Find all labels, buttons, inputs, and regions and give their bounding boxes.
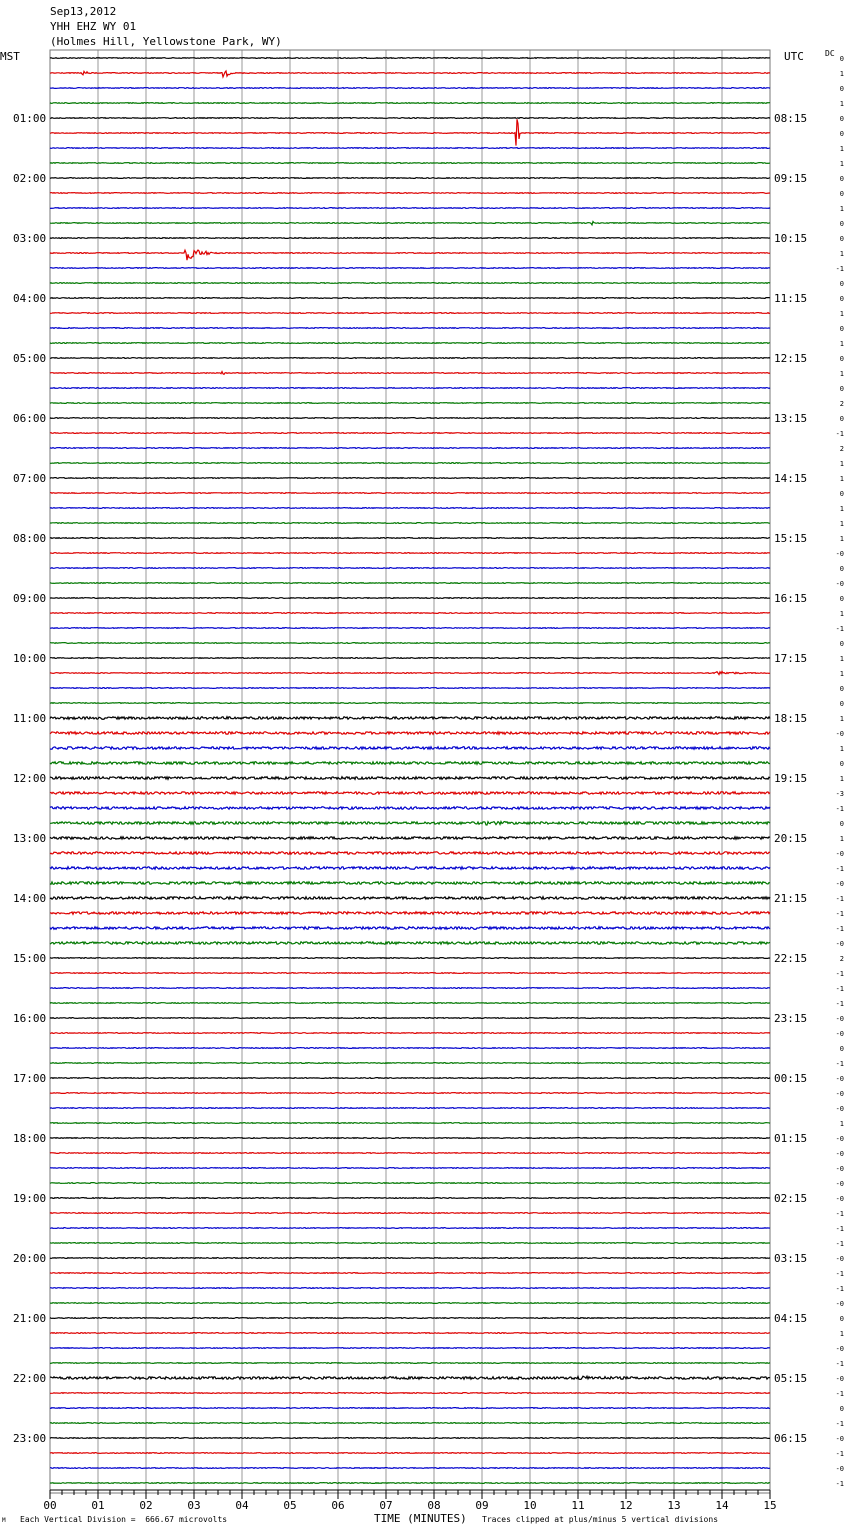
utc-hour-label: 06:15 — [774, 1432, 808, 1445]
trace-row-22 — [50, 388, 770, 389]
utc-hour-label: 13:15 — [774, 412, 808, 425]
utc-hour-label: 03:15 — [774, 1252, 808, 1265]
trace-row-53 — [50, 852, 770, 855]
dc-offset-label: 0 — [839, 130, 844, 138]
x-tick-label: 00 — [43, 1499, 57, 1512]
dc-offset-label: -1 — [835, 1420, 844, 1428]
x-tick-label: 05 — [283, 1499, 297, 1512]
dc-offset-label: -1 — [835, 1480, 844, 1488]
dc-offset-label: 2 — [839, 400, 844, 408]
dc-offset-label: 1 — [839, 205, 844, 213]
dc-offset-label: -1 — [835, 1210, 844, 1218]
trace-row-59 — [50, 942, 770, 945]
trace-row-87 — [50, 1363, 770, 1364]
trace-row-35 — [50, 583, 770, 584]
mst-hour-label: 22:00 — [13, 1372, 47, 1385]
trace-row-7 — [50, 163, 770, 164]
trace-row-63 — [50, 1003, 770, 1004]
trace-row-38 — [50, 628, 770, 629]
trace-row-20 — [50, 358, 770, 359]
trace-row-29 — [50, 493, 770, 494]
trace-row-28 — [50, 478, 770, 479]
trace-row-64 — [50, 1018, 770, 1019]
trace-row-83 — [50, 1303, 770, 1304]
trace-row-77 — [50, 1213, 770, 1214]
trace-row-56 — [50, 897, 770, 900]
dc-offset-label: 0 — [839, 175, 844, 183]
mst-hour-label: 11:00 — [13, 712, 47, 725]
dc-offset-label: 1 — [839, 160, 844, 168]
x-tick-label: 12 — [619, 1499, 633, 1512]
dc-offset-label: 1 — [839, 610, 844, 618]
dc-offset-label: -1 — [835, 865, 844, 873]
dc-offset-label: -0 — [835, 1105, 844, 1113]
trace-row-67 — [50, 1063, 770, 1064]
trace-row-26 — [50, 448, 770, 449]
trace-row-81 — [50, 1273, 770, 1274]
trace-row-2 — [50, 88, 770, 89]
dc-offset-label: -1 — [835, 1285, 844, 1293]
dc-offset-label: -1 — [835, 1240, 844, 1248]
utc-hour-label: 22:15 — [774, 952, 808, 965]
mst-hour-label: 02:00 — [13, 172, 47, 185]
dc-offset-label: -1 — [835, 970, 844, 978]
trace-row-70 — [50, 1108, 770, 1109]
utc-hour-label: 21:15 — [774, 892, 808, 905]
dc-offset-label: 0 — [839, 1405, 844, 1413]
dc-offset-label: 0 — [839, 85, 844, 93]
corner-mark: M — [2, 1517, 6, 1524]
trace-row-88 — [50, 1376, 770, 1379]
dc-offset-label: -1 — [835, 895, 844, 903]
dc-offset-label: -1 — [835, 985, 844, 993]
utc-hour-label: 12:15 — [774, 352, 808, 365]
dc-offset-label: -0 — [835, 1435, 844, 1443]
dc-offset-label: -0 — [835, 850, 844, 858]
dc-offset-label: 2 — [839, 955, 844, 963]
trace-row-54 — [50, 867, 770, 870]
dc-offset-label: 2 — [839, 445, 844, 453]
dc-offset-label: 1 — [839, 1330, 844, 1338]
dc-offset-label: 1 — [839, 1120, 844, 1128]
dc-offset-label: 1 — [839, 460, 844, 468]
dc-offset-label: -0 — [835, 1255, 844, 1263]
trace-row-69 — [50, 1093, 770, 1094]
dc-offset-label: 1 — [839, 775, 844, 783]
dc-offset-label: 1 — [839, 670, 844, 678]
station-label: YHH EHZ WY 01 — [50, 20, 137, 33]
trace-row-86 — [50, 1348, 770, 1349]
trace-row-79 — [50, 1243, 770, 1244]
dc-offset-label: 0 — [839, 640, 844, 648]
date-label: Sep13,2012 — [50, 5, 117, 18]
utc-hour-label: 01:15 — [774, 1132, 808, 1145]
dc-offset-label: 0 — [839, 55, 844, 63]
dc-offset-label: -0 — [835, 1345, 844, 1353]
trace-row-46 — [50, 747, 770, 750]
dc-offset-label: -1 — [835, 805, 844, 813]
x-tick-label: 15 — [763, 1499, 777, 1512]
dc-offset-label: 1 — [839, 250, 844, 258]
dc-offset-label: 0 — [839, 235, 844, 243]
trace-row-62 — [50, 988, 770, 989]
x-tick-label: 13 — [667, 1499, 681, 1512]
mst-hour-label: 13:00 — [13, 832, 47, 845]
utc-hour-label: 09:15 — [774, 172, 808, 185]
trace-row-8 — [50, 178, 770, 179]
dc-offset-label: 1 — [839, 340, 844, 348]
dc-offset-label: 0 — [839, 700, 844, 708]
trace-row-30 — [50, 508, 770, 509]
trace-row-39 — [50, 643, 770, 644]
dc-offset-label: -0 — [835, 730, 844, 738]
trace-group — [50, 58, 770, 1484]
dc-offset-label: 0 — [839, 115, 844, 123]
dc-offset-label: 0 — [839, 220, 844, 228]
dc-offset-label: -0 — [835, 1135, 844, 1143]
trace-row-65 — [50, 1033, 770, 1034]
mst-hour-label: 21:00 — [13, 1312, 47, 1325]
dc-offset-label: -0 — [835, 880, 844, 888]
dc-offset-label: 1 — [839, 145, 844, 153]
utc-hour-label: 05:15 — [774, 1372, 808, 1385]
mst-hour-label: 04:00 — [13, 292, 47, 305]
scale-note: Each Vertical Division = 666.67 microvolts — [20, 1515, 228, 1524]
trace-row-82 — [50, 1288, 770, 1289]
trace-row-90 — [50, 1408, 770, 1409]
dc-offset-label: 0 — [839, 760, 844, 768]
plot-frame — [50, 50, 770, 1493]
trace-row-74 — [50, 1168, 770, 1169]
utc-hour-label: 08:15 — [774, 112, 808, 125]
mst-hour-label: 09:00 — [13, 592, 47, 605]
trace-row-68 — [50, 1078, 770, 1079]
mst-hour-label: 12:00 — [13, 772, 47, 785]
dc-offset-label: -1 — [835, 1060, 844, 1068]
trace-row-50 — [50, 807, 770, 810]
trace-row-5 — [50, 119, 770, 145]
trace-row-72 — [50, 1138, 770, 1139]
dc-offset-label: -0 — [835, 1015, 844, 1023]
dc-offset-label: -1 — [835, 625, 844, 633]
trace-row-60 — [50, 958, 770, 959]
trace-row-57 — [50, 912, 770, 915]
utc-hour-label: 17:15 — [774, 652, 808, 665]
utc-hour-label: 23:15 — [774, 1012, 808, 1025]
clip-note: Traces clipped at plus/minus 5 vertical divisions — [482, 1515, 719, 1524]
trace-row-33 — [50, 553, 770, 554]
dc-offset-label: 1 — [839, 70, 844, 78]
dc-offset-label: 0 — [839, 490, 844, 498]
dc-offset-label: -1 — [835, 925, 844, 933]
trace-row-16 — [50, 298, 770, 299]
dc-offset-label: 0 — [839, 295, 844, 303]
trace-row-24 — [50, 418, 770, 419]
x-tick-label: 09 — [475, 1499, 489, 1512]
trace-row-17 — [50, 313, 770, 314]
dc-offset-label: -3 — [835, 790, 844, 798]
mst-hour-label: 19:00 — [13, 1192, 47, 1205]
dc-offset-label: 0 — [839, 565, 844, 573]
dc-offset-label: -1 — [835, 1000, 844, 1008]
trace-row-23 — [50, 403, 770, 404]
dc-offset-label: -0 — [835, 1195, 844, 1203]
trace-row-11 — [50, 222, 770, 225]
dc-offset-label: 1 — [839, 310, 844, 318]
trace-row-80 — [50, 1258, 770, 1259]
dc-offset-label: 0 — [839, 325, 844, 333]
trace-row-25 — [50, 433, 770, 434]
x-tick-label: 04 — [235, 1499, 249, 1512]
dc-offset-label: 0 — [839, 415, 844, 423]
dc-offset-label: -0 — [835, 1465, 844, 1473]
mst-hour-label: 08:00 — [13, 532, 47, 545]
dc-offset-label: 0 — [839, 1045, 844, 1053]
trace-row-95 — [50, 1483, 770, 1484]
mst-axis-title: MST — [0, 50, 20, 63]
dc-offset-label: 0 — [839, 280, 844, 288]
dc-offset-label: -1 — [835, 910, 844, 918]
trace-row-89 — [50, 1393, 770, 1394]
dc-offset-label: -0 — [835, 550, 844, 558]
trace-row-27 — [50, 463, 770, 464]
trace-row-92 — [50, 1438, 770, 1439]
trace-row-91 — [50, 1423, 770, 1424]
dc-offset-label: 0 — [839, 820, 844, 828]
trace-row-3 — [50, 103, 770, 104]
dc-offset-label: 1 — [839, 520, 844, 528]
trace-row-84 — [50, 1318, 770, 1319]
x-tick-label: 11 — [571, 1499, 585, 1512]
trace-row-85 — [50, 1333, 770, 1334]
trace-row-41 — [50, 671, 770, 674]
trace-row-32 — [50, 538, 770, 539]
trace-row-40 — [50, 658, 770, 659]
utc-hour-label: 19:15 — [774, 772, 808, 785]
trace-row-66 — [50, 1048, 770, 1049]
trace-row-36 — [50, 598, 770, 599]
dc-offset-label: -1 — [835, 1390, 844, 1398]
trace-row-73 — [50, 1153, 770, 1154]
dc-offset-label: -1 — [835, 430, 844, 438]
utc-hour-label: 14:15 — [774, 472, 808, 485]
mst-hour-label: 05:00 — [13, 352, 47, 365]
grid-lines — [50, 50, 770, 1499]
dc-offset-label: -0 — [835, 1075, 844, 1083]
utc-hour-label: 15:15 — [774, 532, 808, 545]
dc-offset-label: -0 — [835, 1180, 844, 1188]
dc-offset-label: 0 — [839, 595, 844, 603]
dc-offset-label: 0 — [839, 355, 844, 363]
trace-row-58 — [50, 927, 770, 930]
x-tick-label: 06 — [331, 1499, 345, 1512]
dc-offset-label: 0 — [839, 685, 844, 693]
dc-offset-label: -0 — [835, 1165, 844, 1173]
dc-offset-label: 0 — [839, 190, 844, 198]
dc-offset-label: 1 — [839, 370, 844, 378]
trace-row-93 — [50, 1453, 770, 1454]
utc-hour-label: 18:15 — [774, 712, 808, 725]
mst-hour-label: 14:00 — [13, 892, 47, 905]
mst-hour-label: 15:00 — [13, 952, 47, 965]
trace-row-42 — [50, 688, 770, 689]
trace-row-71 — [50, 1123, 770, 1124]
dc-offset-label: -0 — [835, 940, 844, 948]
trace-row-21 — [50, 372, 770, 375]
trace-row-10 — [50, 208, 770, 209]
mst-hour-label: 07:00 — [13, 472, 47, 485]
dc-offset-label: -0 — [835, 1300, 844, 1308]
mst-hour-label: 03:00 — [13, 232, 47, 245]
trace-row-44 — [50, 717, 770, 720]
mst-hour-label: 20:00 — [13, 1252, 47, 1265]
dc-offset-label: 1 — [839, 475, 844, 483]
x-tick-label: 10 — [523, 1499, 537, 1512]
trace-row-78 — [50, 1228, 770, 1229]
x-tick-label: 01 — [91, 1499, 105, 1512]
trace-row-94 — [50, 1468, 770, 1469]
trace-row-51 — [50, 822, 770, 826]
x-tick-label: 08 — [427, 1499, 441, 1512]
label-group — [13, 55, 844, 1512]
dc-offset-label: -0 — [835, 1375, 844, 1383]
trace-row-61 — [50, 973, 770, 974]
mst-hour-label: 06:00 — [13, 412, 47, 425]
utc-hour-label: 16:15 — [774, 592, 808, 605]
dc-offset-label: 0 — [839, 1315, 844, 1323]
dc-offset-label: 0 — [839, 385, 844, 393]
mst-hour-label: 18:00 — [13, 1132, 47, 1145]
trace-row-45 — [50, 732, 770, 735]
utc-axis-title: UTC — [784, 50, 804, 63]
x-axis-title: TIME (MINUTES) — [374, 1512, 467, 1525]
trace-row-31 — [50, 523, 770, 524]
dc-offset-label: 1 — [839, 535, 844, 543]
dc-offset-label: -1 — [835, 1360, 844, 1368]
trace-row-47 — [50, 762, 770, 765]
trace-row-14 — [50, 268, 770, 269]
mst-hour-label: 10:00 — [13, 652, 47, 665]
trace-row-4 — [50, 118, 770, 119]
trace-row-55 — [50, 882, 770, 885]
utc-hour-label: 10:15 — [774, 232, 808, 245]
trace-row-49 — [50, 792, 770, 795]
trace-row-48 — [50, 777, 770, 780]
trace-row-19 — [50, 343, 770, 344]
dc-offset-label: -0 — [835, 1090, 844, 1098]
dc-offset-label: -0 — [835, 1150, 844, 1158]
trace-row-43 — [50, 703, 770, 704]
mst-hour-label: 23:00 — [13, 1432, 47, 1445]
trace-row-9 — [50, 193, 770, 194]
mst-hour-label: 01:00 — [13, 112, 47, 125]
location-label: (Holmes Hill, Yellowstone Park, WY) — [50, 35, 282, 48]
dc-offset-label: 1 — [839, 835, 844, 843]
x-tick-label: 02 — [139, 1499, 153, 1512]
trace-row-75 — [50, 1183, 770, 1184]
utc-hour-label: 02:15 — [774, 1192, 808, 1205]
dc-offset-label: 1 — [839, 505, 844, 513]
trace-row-13 — [50, 250, 770, 260]
dc-offset-label: -1 — [835, 1270, 844, 1278]
trace-row-34 — [50, 568, 770, 569]
utc-hour-label: 04:15 — [774, 1312, 808, 1325]
dc-axis-title: DC — [825, 49, 835, 58]
dc-offset-label: -0 — [835, 1030, 844, 1038]
mst-hour-label: 17:00 — [13, 1072, 47, 1085]
trace-row-76 — [50, 1198, 770, 1199]
trace-row-15 — [50, 283, 770, 284]
utc-hour-label: 11:15 — [774, 292, 808, 305]
dc-offset-label: -1 — [835, 265, 844, 273]
trace-row-6 — [50, 148, 770, 149]
mst-hour-label: 16:00 — [13, 1012, 47, 1025]
trace-row-52 — [50, 837, 770, 840]
trace-row-37 — [50, 613, 770, 614]
dc-offset-label: 1 — [839, 100, 844, 108]
x-tick-label: 14 — [715, 1499, 729, 1512]
dc-offset-label: -0 — [835, 580, 844, 588]
trace-row-1 — [50, 71, 770, 77]
trace-row-0 — [50, 58, 770, 59]
trace-row-12 — [50, 238, 770, 239]
dc-offset-label: 1 — [839, 745, 844, 753]
dc-offset-label: -1 — [835, 1450, 844, 1458]
dc-offset-label: -1 — [835, 1225, 844, 1233]
utc-hour-label: 00:15 — [774, 1072, 808, 1085]
dc-offset-label: 1 — [839, 655, 844, 663]
trace-row-18 — [50, 328, 770, 329]
x-tick-label: 07 — [379, 1499, 393, 1512]
dc-offset-label: 1 — [839, 715, 844, 723]
utc-hour-label: 20:15 — [774, 832, 808, 845]
x-tick-label: 03 — [187, 1499, 201, 1512]
